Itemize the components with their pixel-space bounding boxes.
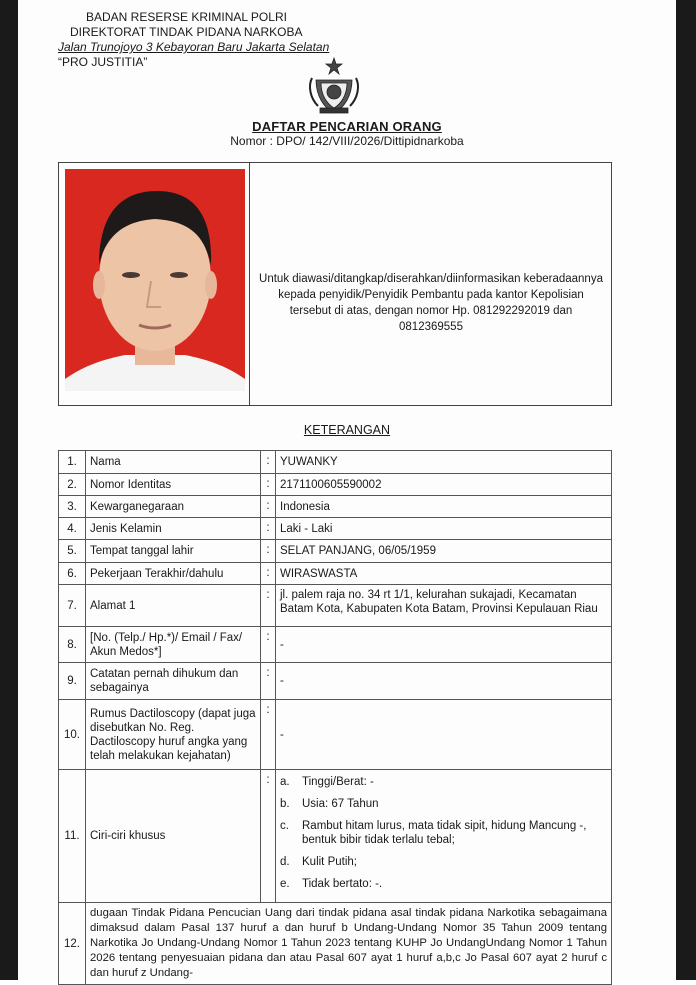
row-value [276, 770, 612, 903]
details-table [58, 450, 612, 985]
item-marker: e. [280, 878, 290, 890]
document-page [18, 0, 676, 980]
table-row [59, 518, 612, 540]
characteristics-list [280, 775, 607, 891]
row-label: Pekerjaan Terakhir/dahulu [86, 563, 261, 585]
row-value: Laki - Laki [276, 518, 612, 540]
row-separator: : [261, 663, 276, 700]
list-item [280, 775, 607, 789]
row-number: 2. [59, 474, 86, 496]
row-label: Ciri-ciri khusus [86, 770, 261, 903]
left-frame [0, 0, 18, 980]
list-item [280, 797, 607, 811]
row-value: 2171100605590002 [276, 474, 612, 496]
table-row [59, 451, 612, 474]
table-row [59, 585, 612, 627]
photo-section [58, 162, 612, 406]
table-row [59, 663, 612, 700]
row-value: Indonesia [276, 496, 612, 518]
letterhead [58, 10, 329, 70]
list-item [280, 877, 607, 891]
row-label: Rumus Dactiloscopy (dapat juga disebutkan No. Reg. Dactiloscopy huruf angka yang telah melakukan kejahatan) [86, 700, 261, 770]
row-number: 6. [59, 563, 86, 585]
row-number: 7. [59, 585, 86, 627]
table-row [59, 474, 612, 496]
row-number: 3. [59, 496, 86, 518]
row-value: - [276, 663, 612, 700]
row-number: 5. [59, 540, 86, 563]
directorate-name: DIREKTORAT TINDAK PIDANA NARKOBA [70, 25, 303, 39]
row-number: 8. [59, 627, 86, 663]
police-emblem-icon [306, 56, 362, 116]
document-number: Nomor : DPO/ 142/VIII/2026/Dittipidnarkoba [230, 134, 464, 148]
row-value: jl. palem raja no. 34 rt 1/1, kelurahan sukajadi, Kecamatan Batam Kota, Kabupaten Kota Batam, Provinsi Kepulauan Riau [276, 585, 612, 627]
item-marker: c. [280, 820, 289, 832]
document-title: DAFTAR PENCARIAN ORANG [252, 119, 442, 134]
row-separator: : [261, 540, 276, 563]
table-row [59, 540, 612, 563]
pro-justitia: “PRO JUSTITIA” [58, 55, 148, 69]
item-text: Rambut hitam lurus, mata tidak sipit, hidung Mancung -, bentuk bibir tidak terlalu tebal; [302, 820, 587, 846]
row-value: SELAT PANJANG, 06/05/1959 [276, 540, 612, 563]
row-label: Kewarganegaraan [86, 496, 261, 518]
row-number: 4. [59, 518, 86, 540]
row-separator: : [261, 585, 276, 627]
row-label: Tempat tanggal lahir [86, 540, 261, 563]
item-marker: b. [280, 798, 290, 810]
suspect-photo [65, 169, 245, 391]
offense-description: dugaan Tindak Pidana Pencucian Uang dari tindak pidana asal tindak pidana Narkotika sebagaimana dimaksud dalam Pasal 137 huruf a dan huruf b Undang-Undang Nomor 35 Tahun 2009 tentang Narkotika Jo Undang-Undang Nomor 1 Tahun 2023 tentang KUHP Jo UndangUndang Nomor 1 Tahun 2026 tentang penyesuaian pidana dan atau Pasal 607 ayat 1 huruf a,b,c Jo Pasal 607 ayat 2 huruf c dan huruf z Undang- [86, 903, 612, 985]
row-label: Alamat 1 [86, 585, 261, 627]
row-label: Nomor Identitas [86, 474, 261, 496]
agency-name: BADAN RESERSE KRIMINAL POLRI [86, 10, 287, 24]
item-text: Tinggi/Berat: - [302, 776, 374, 788]
row-value: YUWANKY [276, 451, 612, 474]
row-value: WIRASWASTA [276, 563, 612, 585]
row-value: - [276, 627, 612, 663]
table-row [59, 700, 612, 770]
row-separator: : [261, 496, 276, 518]
row-number: 9. [59, 663, 86, 700]
row-separator: : [261, 770, 276, 903]
row-label: Jenis Kelamin [86, 518, 261, 540]
row-number: 11. [59, 770, 86, 903]
row-label: [No. (Telp./ Hp.*)/ Email / Fax/ Akun Medos*] [86, 627, 261, 663]
row-separator: : [261, 700, 276, 770]
table-row [59, 563, 612, 585]
photo-divider [249, 163, 250, 405]
row-value: - [276, 700, 612, 770]
list-item [280, 855, 607, 869]
row-number: 10. [59, 700, 86, 770]
instruction-text: Untuk diawasi/ditangkap/diserahkan/diinformasikan keberadaannya kepada penyidik/Penyidik Pembantu pada kantor Kepolisian tersebut di atas, dengan nomor Hp. 081292292019 dan 0812369555 [259, 273, 603, 333]
table-row [59, 496, 612, 518]
section-heading: KETERANGAN [303, 423, 391, 437]
right-frame [676, 0, 696, 980]
portrait-illustration [65, 169, 245, 391]
item-marker: a. [280, 776, 290, 788]
row-label: Catatan pernah dihukum dan sebagainya [86, 663, 261, 700]
row-number: 12. [59, 903, 86, 985]
row-separator: : [261, 627, 276, 663]
list-item [280, 819, 607, 847]
item-marker: d. [280, 856, 290, 868]
row-separator: : [261, 563, 276, 585]
row-separator: : [261, 474, 276, 496]
row-label: Nama [86, 451, 261, 474]
item-text: Tidak bertato: -. [302, 878, 383, 890]
row-separator: : [261, 518, 276, 540]
item-text: Usia: 67 Tahun [302, 798, 379, 810]
item-text: Kulit Putih; [302, 856, 357, 868]
row-separator: : [261, 451, 276, 474]
row-number: 1. [59, 451, 86, 474]
address: Jalan Trunojoyo 3 Kebayoran Baru Jakarta Selatan [58, 40, 330, 54]
table-row [59, 903, 612, 985]
table-row [59, 627, 612, 663]
table-row [59, 770, 612, 903]
